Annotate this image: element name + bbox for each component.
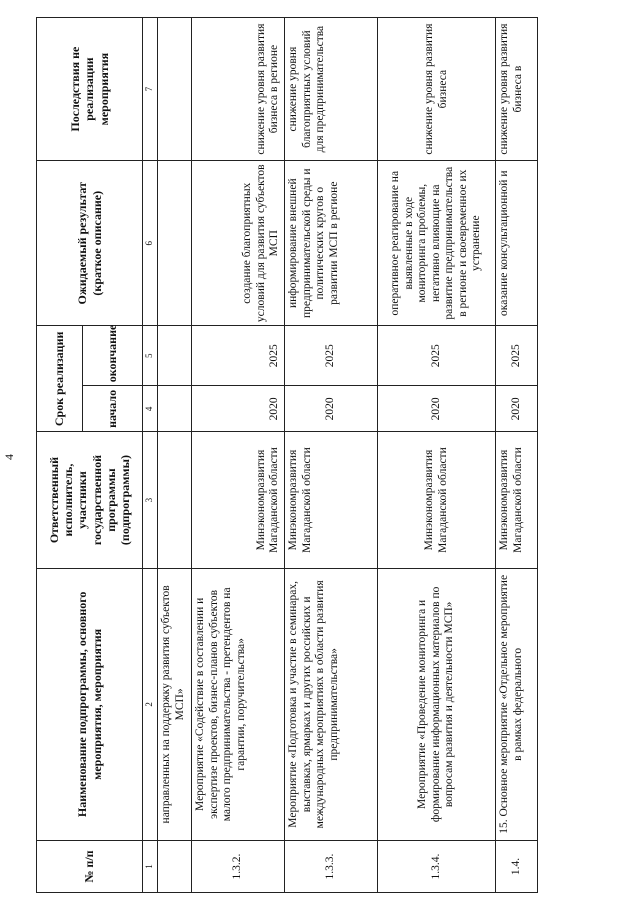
column-number: 1 [143, 841, 158, 893]
row-num: 1.3.4. [378, 841, 496, 893]
row-start: 2020 [285, 386, 378, 432]
row-result: создание благоприятных условий для развития субъектов МСП [192, 161, 285, 326]
row-consequence: снижение уровня развития бизнеса в регионе [192, 18, 285, 161]
row-executor: Минэкономразвития Магаданской области [285, 432, 378, 568]
row-result: оперативное реагирование на выявленные в ходе мониторинга проблемы, негативно влияющие на развитие предпринимательства в регионе и своевременное их устранение [378, 161, 496, 326]
header-end: окончание [83, 326, 143, 386]
row-num: 1.3.3. [285, 841, 378, 893]
column-number: 5 [143, 326, 158, 386]
row-consequence: снижение уровня благоприятных условий для предпринимательства [285, 18, 378, 161]
header-result: Ожидаемый результат (краткое описание) [37, 161, 143, 326]
header-period: Срок реализации [37, 326, 83, 432]
row-num: 1.4. [496, 841, 538, 893]
row-end: 2025 [496, 326, 538, 386]
column-number: 2 [143, 568, 158, 840]
row-end: 2025 [378, 326, 496, 386]
header-num: № п/п [37, 841, 143, 893]
row-consequence: снижение уровня развития бизнеса в [496, 18, 538, 161]
row-name: Мероприятие «Подготовка и участие в семинарах, выставках, ярмарках и других российских и международных мероприятиях в области развития предпринимательства» [285, 568, 378, 840]
row-consequence [158, 18, 192, 161]
row-result: оказание консультационной и [496, 161, 538, 326]
row-result: информирование внешней предпринимательской среды и политических кругов о развитии МСП в регионе [285, 161, 378, 326]
row-executor [158, 432, 192, 568]
row-name: направленных на поддержку развития субъектов МСП» [158, 568, 192, 840]
row-start: 2020 [496, 386, 538, 432]
row-end: 2025 [285, 326, 378, 386]
column-number: 3 [143, 432, 158, 568]
row-name: Мероприятие «Проведение мониторинга и формирование информационных материалов по вопросам развития и деятельности МСП» [378, 568, 496, 840]
column-number-row [143, 18, 158, 893]
header-name: Наименование подпрограммы, основного мероприятия, мероприятия [37, 568, 143, 840]
row-num [158, 841, 192, 893]
row-executor: Минэкономразвития Магаданской области [496, 432, 538, 568]
row-end: 2025 [192, 326, 285, 386]
page-number: 4 [2, 454, 16, 460]
table-row [378, 18, 496, 893]
row-consequence: снижение уровня развития бизнеса [378, 18, 496, 161]
header-start: начало [83, 386, 143, 432]
column-number: 7 [143, 18, 158, 161]
row-executor: Минэкономразвития Магаданской области [378, 432, 496, 568]
row-start [158, 386, 192, 432]
program-activities-table [36, 17, 538, 893]
row-start: 2020 [378, 386, 496, 432]
row-num: 1.3.2. [192, 841, 285, 893]
column-number: 4 [143, 386, 158, 432]
table-row [285, 18, 378, 893]
header-executor: Ответственный исполнитель, участники государственной программы (подпрограммы) [37, 432, 143, 568]
header-consequences: Последствия не реализации мероприятия [37, 18, 143, 161]
table-row [496, 18, 538, 893]
row-end [158, 326, 192, 386]
row-name: Мероприятие «Содействие в составлении и экспертизе проектов, бизнес-планов субъектов малого предпринимательства - претендентов на гарантии, поручительства» [192, 568, 285, 840]
table-row [192, 18, 285, 893]
row-name: 15. Основное мероприятие «Отдельное мероприятие в рамках федерального [496, 568, 538, 840]
row-start: 2020 [192, 386, 285, 432]
table-row [158, 18, 192, 893]
row-result [158, 161, 192, 326]
row-executor: Минэкономразвития Магаданской области [192, 432, 285, 568]
column-number: 6 [143, 161, 158, 326]
